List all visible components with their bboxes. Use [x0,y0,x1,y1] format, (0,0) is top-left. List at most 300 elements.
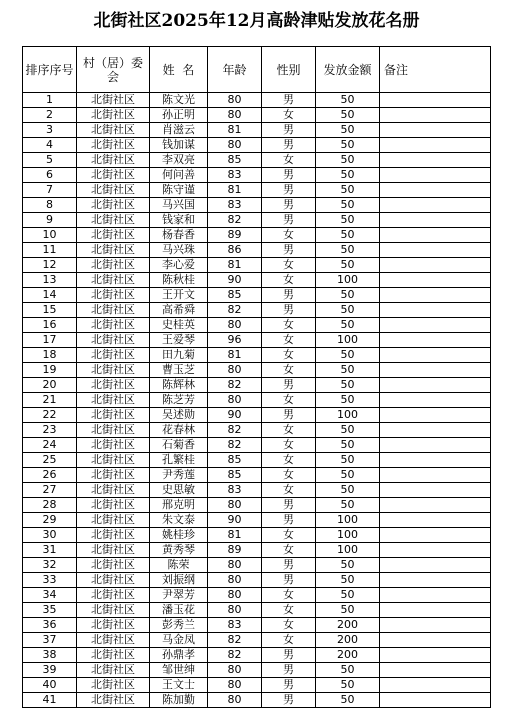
cell-community: 北街社区 [77,318,150,333]
cell-community: 北街社区 [77,648,150,663]
cell-community: 北街社区 [77,333,150,348]
cell-community: 北街社区 [77,288,150,303]
cell-amount: 100 [316,408,380,423]
cell-note [380,573,491,588]
cell-community: 北街社区 [77,618,150,633]
table-row [23,168,491,183]
cell-community: 北街社区 [77,393,150,408]
cell-community: 北街社区 [77,348,150,363]
cell-sex: 女 [262,363,316,378]
cell-sex: 男 [262,183,316,198]
cell-serial-number: 22 [23,408,77,423]
cell-amount: 100 [316,528,380,543]
cell-amount: 50 [316,213,380,228]
cell-serial-number: 28 [23,498,77,513]
cell-age: 80 [208,678,262,693]
cell-amount: 50 [316,198,380,213]
cell-note [380,138,491,153]
cell-age: 80 [208,138,262,153]
cell-note [380,678,491,693]
cell-amount: 200 [316,618,380,633]
cell-community: 北街社区 [77,303,150,318]
cell-sex: 男 [262,168,316,183]
cell-community: 北街社区 [77,483,150,498]
cell-serial-number: 27 [23,483,77,498]
cell-serial-number: 40 [23,678,77,693]
cell-note [380,588,491,603]
cell-sex: 女 [262,423,316,438]
cell-name: 陈秋桂 [150,273,208,288]
cell-note [380,558,491,573]
table-row [23,108,491,123]
cell-serial-number: 10 [23,228,77,243]
cell-age: 85 [208,288,262,303]
cell-note [380,303,491,318]
cell-sex: 男 [262,213,316,228]
cell-note [380,228,491,243]
table-row [23,678,491,693]
cell-note [380,423,491,438]
cell-note [380,663,491,678]
cell-community: 北街社区 [77,423,150,438]
cell-serial-number: 21 [23,393,77,408]
cell-age: 81 [208,123,262,138]
cell-note [380,438,491,453]
cell-amount: 50 [316,603,380,618]
cell-serial-number: 29 [23,513,77,528]
cell-amount: 50 [316,153,380,168]
cell-note [380,243,491,258]
cell-name: 陈荣 [150,558,208,573]
cell-amount: 50 [316,678,380,693]
table-row [23,468,491,483]
document-title: 北街社区2025年12月高龄津贴发放花名册 [93,11,420,31]
cell-serial-number: 38 [23,648,77,663]
cell-name: 陈加勤 [150,693,208,708]
cell-age: 82 [208,213,262,228]
table-row [23,483,491,498]
cell-sex: 女 [262,633,316,648]
cell-amount: 50 [316,663,380,678]
cell-amount: 50 [316,483,380,498]
cell-name: 黄秀琴 [150,543,208,558]
cell-community: 北街社区 [77,243,150,258]
header-community: 村（居）委会 [77,47,150,93]
cell-note [380,648,491,663]
table-row [23,258,491,273]
cell-name: 李双亮 [150,153,208,168]
table-body [23,93,491,708]
cell-amount: 200 [316,633,380,648]
cell-amount: 50 [316,123,380,138]
cell-serial-number: 12 [23,258,77,273]
cell-amount: 50 [316,138,380,153]
cell-community: 北街社区 [77,228,150,243]
cell-name: 曹玉芝 [150,363,208,378]
cell-note [380,273,491,288]
table-row [23,573,491,588]
cell-name: 孔繁桂 [150,453,208,468]
cell-community: 北街社区 [77,633,150,648]
cell-serial-number: 39 [23,663,77,678]
cell-amount: 50 [316,588,380,603]
cell-serial-number: 13 [23,273,77,288]
cell-community: 北街社区 [77,663,150,678]
cell-age: 85 [208,153,262,168]
cell-amount: 50 [316,108,380,123]
cell-age: 82 [208,378,262,393]
cell-serial-number: 5 [23,153,77,168]
cell-community: 北街社区 [77,93,150,108]
cell-sex: 女 [262,273,316,288]
cell-age: 83 [208,198,262,213]
cell-age: 81 [208,183,262,198]
cell-serial-number: 32 [23,558,77,573]
cell-sex: 男 [262,648,316,663]
cell-name: 田九菊 [150,348,208,363]
cell-note [380,198,491,213]
cell-age: 81 [208,348,262,363]
cell-name: 王文士 [150,678,208,693]
cell-name: 王爱琴 [150,333,208,348]
cell-note [380,483,491,498]
cell-name: 吴述勋 [150,408,208,423]
table-row [23,693,491,708]
cell-community: 北街社区 [77,438,150,453]
cell-note [380,618,491,633]
cell-note [380,153,491,168]
cell-name: 马兴珠 [150,243,208,258]
cell-amount: 50 [316,288,380,303]
cell-community: 北街社区 [77,183,150,198]
cell-name: 王开文 [150,288,208,303]
cell-age: 82 [208,648,262,663]
cell-note [380,468,491,483]
cell-sex: 男 [262,558,316,573]
cell-serial-number: 34 [23,588,77,603]
cell-name: 马金凤 [150,633,208,648]
table-row [23,333,491,348]
cell-serial-number: 1 [23,93,77,108]
cell-sex: 男 [262,93,316,108]
cell-sex: 男 [262,678,316,693]
cell-name: 史桂英 [150,318,208,333]
cell-community: 北街社区 [77,123,150,138]
table-row [23,648,491,663]
cell-amount: 100 [316,513,380,528]
cell-amount: 50 [316,93,380,108]
cell-name: 花春林 [150,423,208,438]
cell-community: 北街社区 [77,108,150,123]
cell-age: 82 [208,438,262,453]
cell-name: 陈芝芳 [150,393,208,408]
cell-name: 尹翠芳 [150,588,208,603]
table-row [23,528,491,543]
table-row [23,213,491,228]
cell-serial-number: 30 [23,528,77,543]
table-row [23,198,491,213]
cell-sex: 男 [262,243,316,258]
cell-serial-number: 9 [23,213,77,228]
cell-community: 北街社区 [77,378,150,393]
cell-age: 81 [208,258,262,273]
cell-sex: 女 [262,333,316,348]
cell-community: 北街社区 [77,588,150,603]
table-header-row [23,47,491,93]
cell-amount: 50 [316,573,380,588]
cell-name: 潘玉花 [150,603,208,618]
cell-age: 83 [208,618,262,633]
table-row [23,183,491,198]
cell-age: 80 [208,693,262,708]
cell-sex: 女 [262,528,316,543]
cell-note [380,513,491,528]
cell-serial-number: 17 [23,333,77,348]
table-row [23,363,491,378]
cell-serial-number: 41 [23,693,77,708]
cell-note [380,453,491,468]
cell-name: 朱文泰 [150,513,208,528]
cell-amount: 200 [316,648,380,663]
cell-name: 钱加谋 [150,138,208,153]
table-row [23,513,491,528]
cell-amount: 50 [316,423,380,438]
cell-community: 北街社区 [77,468,150,483]
cell-age: 80 [208,603,262,618]
cell-sex: 男 [262,573,316,588]
cell-amount: 50 [316,393,380,408]
cell-name: 姚桂珍 [150,528,208,543]
cell-note [380,603,491,618]
cell-name: 陈辉林 [150,378,208,393]
cell-age: 80 [208,108,262,123]
cell-amount: 100 [316,273,380,288]
cell-sex: 女 [262,108,316,123]
cell-note [380,288,491,303]
cell-community: 北街社区 [77,153,150,168]
cell-sex: 男 [262,663,316,678]
cell-name: 高希舜 [150,303,208,318]
cell-sex: 女 [262,258,316,273]
cell-serial-number: 26 [23,468,77,483]
cell-amount: 50 [316,348,380,363]
cell-name: 邹世绅 [150,663,208,678]
cell-sex: 女 [262,348,316,363]
table-row [23,378,491,393]
cell-note [380,363,491,378]
table-row [23,273,491,288]
cell-sex: 女 [262,543,316,558]
cell-serial-number: 36 [23,618,77,633]
cell-sex: 男 [262,498,316,513]
cell-serial-number: 3 [23,123,77,138]
cell-note [380,693,491,708]
cell-note [380,258,491,273]
cell-age: 80 [208,558,262,573]
table-row [23,393,491,408]
cell-age: 80 [208,663,262,678]
cell-community: 北街社区 [77,693,150,708]
cell-amount: 50 [316,453,380,468]
table-row [23,438,491,453]
cell-name: 陈文光 [150,93,208,108]
cell-name: 肖滋云 [150,123,208,138]
cell-name: 刘振纲 [150,573,208,588]
table-row [23,123,491,138]
cell-community: 北街社区 [77,558,150,573]
cell-community: 北街社区 [77,528,150,543]
table-row [23,543,491,558]
cell-serial-number: 20 [23,378,77,393]
cell-name: 尹秀莲 [150,468,208,483]
cell-age: 89 [208,543,262,558]
cell-serial-number: 31 [23,543,77,558]
header-serial-number: 排序序号 [23,47,77,93]
cell-amount: 50 [316,498,380,513]
table-row [23,498,491,513]
cell-serial-number: 15 [23,303,77,318]
cell-note [380,93,491,108]
cell-sex: 男 [262,198,316,213]
cell-serial-number: 37 [23,633,77,648]
table-row [23,453,491,468]
cell-note [380,378,491,393]
cell-name: 何问善 [150,168,208,183]
table-row [23,93,491,108]
table-row [23,558,491,573]
cell-sex: 男 [262,123,316,138]
table-row [23,618,491,633]
cell-sex: 女 [262,603,316,618]
cell-name: 邢克明 [150,498,208,513]
table-row [23,408,491,423]
cell-age: 80 [208,93,262,108]
cell-age: 90 [208,408,262,423]
cell-name: 李心爱 [150,258,208,273]
cell-sex: 女 [262,438,316,453]
cell-amount: 50 [316,243,380,258]
cell-note [380,633,491,648]
cell-sex: 男 [262,513,316,528]
table-row [23,228,491,243]
cell-community: 北街社区 [77,603,150,618]
cell-note [380,318,491,333]
cell-name: 孙鼎孝 [150,648,208,663]
cell-name: 陈守谨 [150,183,208,198]
table-row [23,633,491,648]
cell-amount: 50 [316,168,380,183]
cell-serial-number: 24 [23,438,77,453]
cell-serial-number: 2 [23,108,77,123]
table-row [23,423,491,438]
header-name: 姓 名 [150,47,208,93]
cell-serial-number: 23 [23,423,77,438]
cell-sex: 男 [262,303,316,318]
cell-sex: 女 [262,153,316,168]
cell-amount: 50 [316,558,380,573]
cell-sex: 男 [262,138,316,153]
cell-serial-number: 35 [23,603,77,618]
cell-sex: 男 [262,693,316,708]
cell-name: 杨春香 [150,228,208,243]
cell-serial-number: 18 [23,348,77,363]
cell-community: 北街社区 [77,258,150,273]
table-row [23,288,491,303]
cell-community: 北街社区 [77,198,150,213]
cell-name: 彭秀兰 [150,618,208,633]
cell-age: 82 [208,303,262,318]
cell-note [380,123,491,138]
cell-note [380,498,491,513]
cell-note [380,213,491,228]
cell-sex: 女 [262,393,316,408]
table-row [23,663,491,678]
cell-note [380,108,491,123]
cell-age: 80 [208,498,262,513]
cell-note [380,528,491,543]
cell-age: 80 [208,573,262,588]
cell-age: 83 [208,483,262,498]
cell-note [380,168,491,183]
cell-note [380,543,491,558]
cell-community: 北街社区 [77,498,150,513]
cell-sex: 女 [262,468,316,483]
cell-name: 马兴国 [150,198,208,213]
cell-serial-number: 14 [23,288,77,303]
cell-serial-number: 11 [23,243,77,258]
cell-age: 80 [208,588,262,603]
table-row [23,153,491,168]
cell-sex: 女 [262,453,316,468]
cell-age: 83 [208,168,262,183]
cell-age: 85 [208,453,262,468]
cell-age: 96 [208,333,262,348]
cell-serial-number: 4 [23,138,77,153]
cell-sex: 女 [262,483,316,498]
cell-note [380,183,491,198]
cell-name: 孙正明 [150,108,208,123]
cell-serial-number: 33 [23,573,77,588]
cell-amount: 50 [316,438,380,453]
cell-amount: 50 [316,318,380,333]
cell-amount: 50 [316,363,380,378]
cell-sex: 女 [262,318,316,333]
cell-community: 北街社区 [77,453,150,468]
cell-amount: 100 [316,543,380,558]
table-row [23,348,491,363]
cell-serial-number: 16 [23,318,77,333]
header-amount: 发放金额 [316,47,380,93]
cell-serial-number: 19 [23,363,77,378]
cell-community: 北街社区 [77,573,150,588]
cell-community: 北街社区 [77,273,150,288]
cell-sex: 男 [262,408,316,423]
cell-community: 北街社区 [77,168,150,183]
cell-age: 89 [208,228,262,243]
header-sex: 性别 [262,47,316,93]
cell-community: 北街社区 [77,213,150,228]
cell-serial-number: 8 [23,198,77,213]
cell-age: 82 [208,633,262,648]
table-row [23,318,491,333]
cell-community: 北街社区 [77,513,150,528]
cell-sex: 女 [262,228,316,243]
cell-age: 80 [208,393,262,408]
roster-table [22,46,491,708]
cell-serial-number: 25 [23,453,77,468]
cell-sex: 女 [262,588,316,603]
cell-serial-number: 7 [23,183,77,198]
